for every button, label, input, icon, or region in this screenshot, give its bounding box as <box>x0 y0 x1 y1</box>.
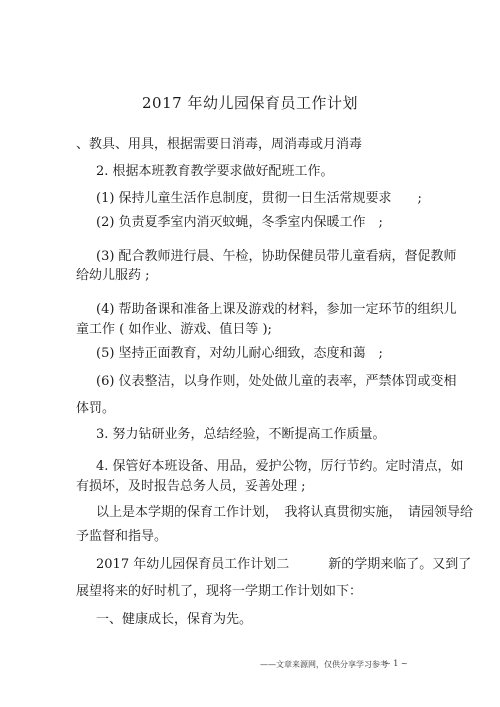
paragraph-line: 3. 努力钻研业务，总结经验，不断提高工作质量。 <box>96 427 386 442</box>
paragraph-line: (2) 负责夏季室内消灭蚊蝇，冬季室内保暖工作 ; <box>96 215 383 230</box>
paragraph-line: 体罚。 <box>76 401 116 416</box>
paragraph-line: 童工作 ( 如作业、游戏、值日等 ); <box>76 322 272 337</box>
paragraph-line: 4. 保管好本班设备、用品，爱护公物，厉行节约。定时清点，如 <box>96 459 464 474</box>
document-title: 2017 年幼儿园保育员工作计划 <box>142 94 358 112</box>
footer-source-text: ——文章来源网，仅供分享学习参考 <box>260 660 388 669</box>
paragraph-line: (5) 坚持正面教育，对幼儿耐心细致，态度和蔼 ; <box>96 346 383 361</box>
paragraph-line: 展望将来的好时机了，现将一学期工作计划如下： <box>76 584 363 599</box>
paragraph-line: 给幼儿服药 ; <box>76 268 150 283</box>
paragraph-line: 2017 年幼儿园保育员工作计划二 新的学期来临了。又到了 <box>96 557 472 572</box>
paragraph-line: 、教具、用具，根据需要日消毒，周消毒或月消毒 <box>76 137 363 152</box>
page-number: ~ 1 ~ <box>384 659 408 668</box>
paragraph-line: 2. 根据本班教育教学要求做好配班工作。 <box>96 164 334 179</box>
paragraph-line: 有损坏，及时报告总务人员，妥善处理 ; <box>76 479 306 494</box>
paragraph-line: (4) 帮助备课和准备上课及游戏的材料，参加一定环节的组织儿 <box>96 302 457 317</box>
paragraph-line: 一、健康成长，保育为先。 <box>96 612 253 627</box>
page-footer <box>260 659 408 670</box>
paragraph-line: (3) 配合教师进行晨、午检，协助保健员带儿童看病，督促教师 <box>96 249 457 264</box>
paragraph-line: 予监督和指导。 <box>76 529 168 544</box>
paragraph-line: (6) 仪表整洁，以身作则，处处做儿童的表率，严禁体罚或变相 <box>96 374 457 389</box>
paragraph-line: 以上是本学期的保育工作计划， 我将认真贯彻实施， 请园领导给 <box>96 505 474 520</box>
paragraph-line: (1) 保持儿童生活作息制度，贯彻一日生活常规要求 ; <box>96 191 422 206</box>
